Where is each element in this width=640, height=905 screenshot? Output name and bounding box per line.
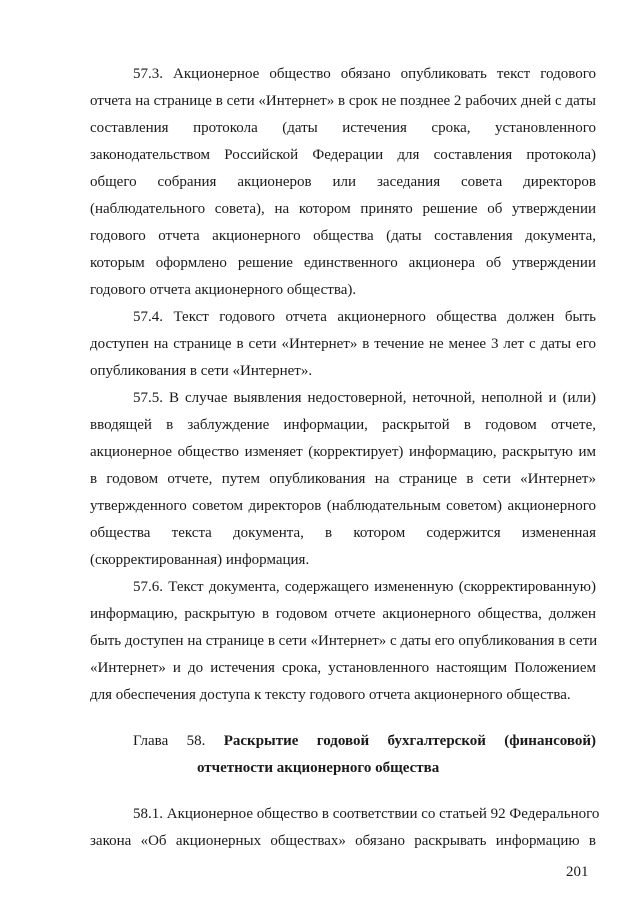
page-number: 201	[566, 864, 589, 880]
text-line: составления протокола (даты истечения срока, установленного	[90, 120, 596, 136]
text-line: информацию, раскрытую в годовом отчете акционерного общества, должен	[90, 606, 596, 622]
text-line: годового отчета акционерного общества).	[90, 282, 357, 298]
text-line: общего собрания акционеров или заседания совета директоров	[90, 174, 596, 190]
chapter-heading	[133, 731, 596, 751]
text-line: закона «Об акционерных обществах» обязано раскрывать информацию в	[90, 833, 596, 849]
text-line: 57.6. Текст документа, содержащего измененную (скорректированную)	[133, 579, 596, 595]
chapter-title-continued: отчетности акционерного общества	[197, 760, 440, 776]
text-line: в годовом отчете, путем опубликования на странице в сети «Интернет»	[90, 471, 596, 487]
text-line: (наблюдательного совета), на котором принято решение об утверждении	[90, 201, 596, 217]
text-line: акционерное общество изменяет (корректирует) информацию, раскрытую им	[90, 444, 596, 460]
text-line: «Интернет» и до истечения срока, установленного настоящим Положением	[90, 660, 596, 676]
text-line: годового отчета акционерного общества (даты составления документа,	[90, 228, 596, 244]
text-line: общества текста документа, в котором содержится измененная	[90, 525, 596, 541]
text-line: 57.5. В случае выявления недостоверной, неточной, неполной и (или)	[133, 390, 596, 406]
text-line: 57.4. Текст годового отчета акционерного общества должен быть	[133, 309, 596, 325]
text-line: (скорректированная) информация.	[90, 552, 310, 568]
text-line: быть доступен на странице в сети «Интернет» с даты его опубликования в сети	[90, 633, 598, 649]
text-line: отчета на странице в сети «Интернет» в срок не позднее 2 рабочих дней с даты	[90, 93, 596, 109]
text-line: для обеспечения доступа к тексту годового отчета акционерного общества.	[90, 687, 571, 703]
text-line: опубликования в сети «Интернет».	[90, 363, 313, 379]
text-line: которым оформлено решение единственного акционера об утверждении	[90, 255, 596, 271]
text-line: вводящей в заблуждение информации, раскрытой в годовом отчете,	[90, 417, 596, 433]
chapter-title: Раскрытие годовой бухгалтерской (финансовой)	[223, 733, 597, 749]
text-line: утвержденного советом директоров (наблюдательным советом) акционерного	[90, 498, 596, 514]
text-line: 57.3. Акционерное общество обязано опубликовать текст годового	[133, 66, 596, 82]
chapter-label: Глава 58.	[133, 733, 206, 749]
text-line: законодательством Российской Федерации для составления протокола)	[90, 147, 596, 163]
text-line: доступен на странице в сети «Интернет» в течение не менее 3 лет с даты его	[90, 336, 596, 352]
text-line: 58.1. Акционерное общество в соответствии со статьей 92 Федерального	[133, 806, 600, 822]
